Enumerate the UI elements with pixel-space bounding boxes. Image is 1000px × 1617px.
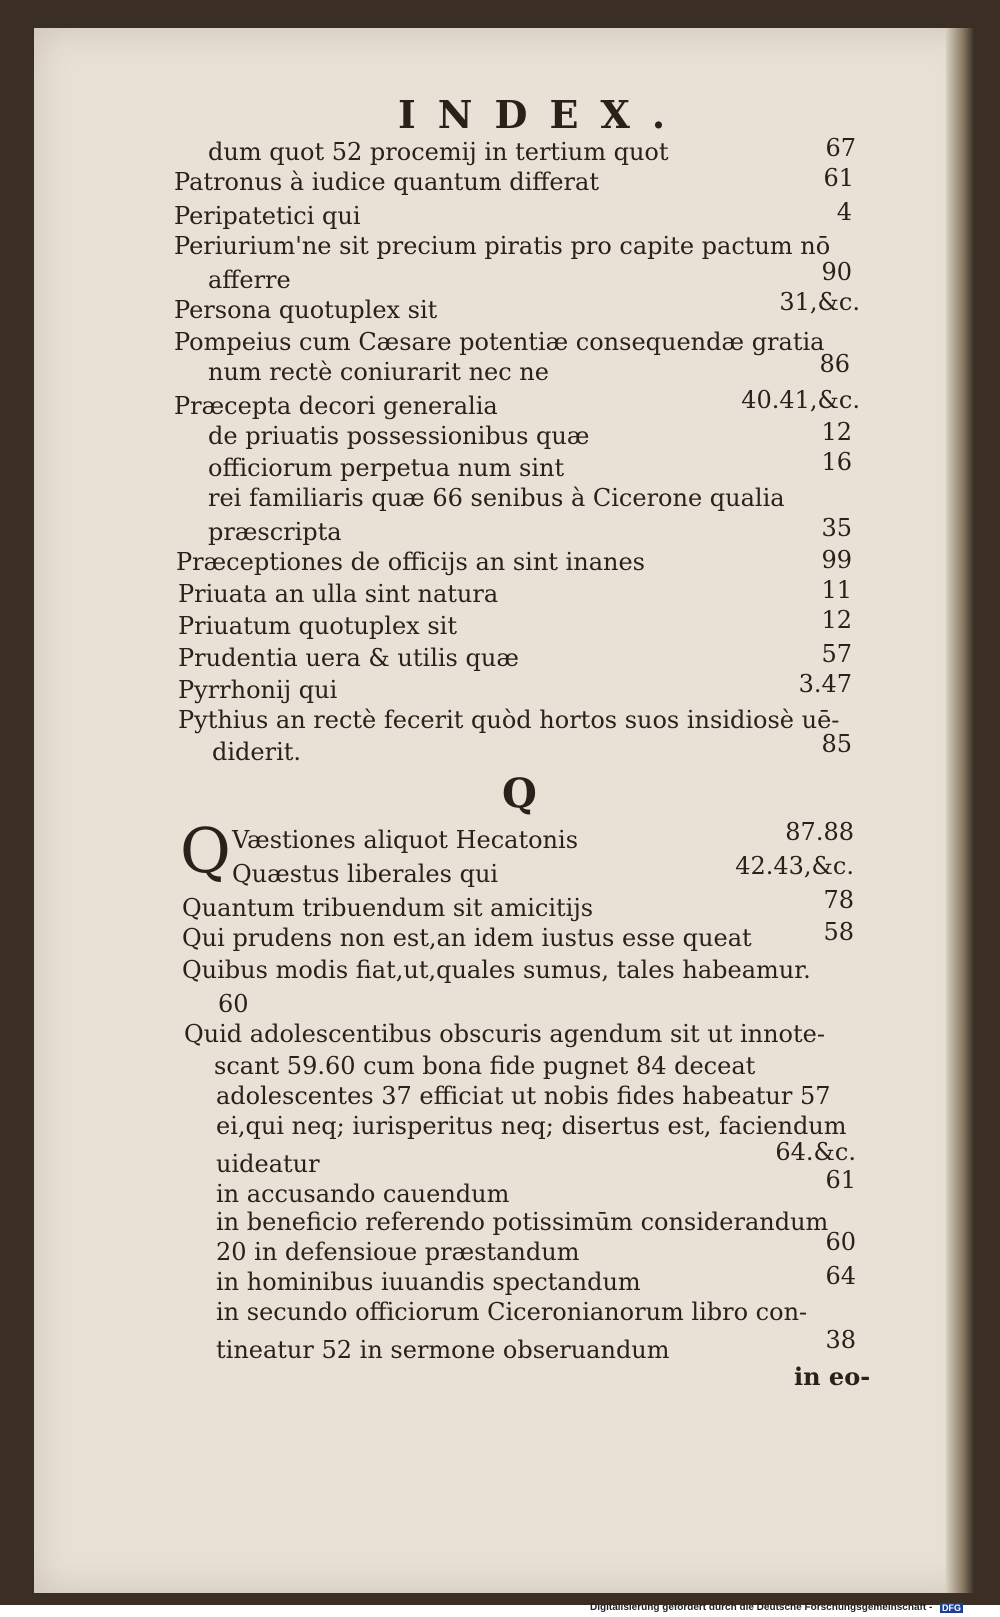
index-entry: Præcepta decori generalia (174, 392, 498, 420)
index-entry: Priuatum quotuplex sit (178, 612, 457, 640)
index-entry: Peripatetici qui (174, 202, 361, 230)
page-ref: 64.&c. (775, 1138, 856, 1166)
index-entry: in secundo officiorum Ciceronianorum libro con- (216, 1298, 808, 1326)
page-ref: 12 (821, 418, 852, 446)
page-ref: 3.47 (798, 670, 852, 698)
drop-capital: Q (180, 814, 231, 887)
index-entry: officiorum perpetua num sint (208, 454, 565, 482)
index-entry: Prudentia uera & utilis quæ (178, 644, 519, 672)
page-ref: 40.41,&c. (741, 386, 860, 414)
index-entry: uideatur (216, 1150, 320, 1178)
page-ref: 42.43,&c. (735, 852, 854, 880)
index-entry: Pythius an rectè fecerit quòd hortos suos insidiosè uē- (178, 706, 840, 734)
digitization-credit: Digitalisierung gefördert durch die Deutsche Forschungsgemeinschaft - (590, 1602, 933, 1613)
dfg-logo: DFG (942, 1603, 961, 1613)
page-ref: 11 (821, 576, 852, 604)
page-edge (946, 28, 974, 1593)
index-entry: Præceptiones de officijs an sint inanes (176, 548, 645, 576)
index-entry: Væstiones aliquot Hecatonis (232, 826, 579, 854)
index-entry: Periurium'ne sit precium piratis pro capite pactum nō (174, 232, 831, 260)
index-entry: num rectè coniurarit nec ne (208, 358, 549, 386)
page-title: INDEX. (398, 92, 688, 137)
index-entry: de priuatis possessionibus quæ (208, 422, 590, 450)
page-ref: 64 (825, 1262, 856, 1290)
index-entry: in accusando cauendum (216, 1180, 510, 1208)
page-ref: 90 (821, 258, 852, 286)
page-ref: 57 (821, 640, 852, 668)
index-entry: tineatur 52 in sermone obseruandum (216, 1336, 670, 1364)
index-entry: ei,qui neq; iurisperitus neq; disertus est, faciendum (216, 1112, 847, 1140)
page-ref: 87.88 (785, 818, 854, 846)
page-ref: 58 (823, 918, 854, 946)
index-entry: Persona quotuplex sit (174, 296, 438, 324)
index-entry: Quæstus liberales qui (232, 860, 499, 888)
page-ref: 35 (821, 514, 852, 542)
page-ref: 67 (825, 134, 856, 162)
page-ref: 86 (819, 350, 850, 378)
page-ref: 99 (821, 546, 852, 574)
index-entry: adolescentes 37 efficiat ut nobis fides habeatur 57 (216, 1082, 831, 1110)
index-entry: 20 in defensioue præstandum (216, 1238, 580, 1266)
index-entry: Priuata an ulla sint natura (178, 580, 499, 608)
page-ref: 78 (823, 886, 854, 914)
page-ref: 60 (825, 1228, 856, 1256)
index-entry: Pyrrhonij qui (178, 676, 338, 704)
catchword: in eo- (794, 1362, 871, 1391)
page-ref: 85 (821, 730, 852, 758)
index-entry: 60 (218, 990, 249, 1018)
page-ref: 61 (825, 1166, 856, 1194)
page-ref: 38 (825, 1326, 856, 1354)
index-entry: in beneficio referendo potissimūm considerandum (216, 1208, 829, 1236)
index-entry: Pompeius cum Cæsare potentiæ consequendæ gratia (174, 328, 825, 356)
index-entry: rei familiaris quæ 66 senibus à Cicerone qualia (208, 484, 785, 512)
section-letter: Q (502, 770, 537, 817)
index-entry: in hominibus iuuandis spectandum (216, 1268, 641, 1296)
index-entry: diderit. (212, 738, 302, 766)
index-entry: præscripta (208, 518, 342, 546)
index-entry: Quantum tribuendum sit amicitijs (182, 894, 594, 922)
index-entry: scant 59.60 cum bona fide pugnet 84 deceat (214, 1052, 756, 1080)
page-ref: 4 (836, 198, 852, 226)
index-entry: Patronus à iudice quantum differat (174, 168, 599, 196)
page-ref: 16 (821, 448, 852, 476)
index-entry: Quid adolescentibus obscuris agendum sit ut innote- (184, 1020, 825, 1048)
page-ref: 61 (823, 164, 854, 192)
index-entry: dum quot 52 procemij in tertium quot (208, 138, 669, 166)
index-entry: Qui prudens non est,an idem iustus esse queat (182, 924, 752, 952)
index-entry: Quibus modis fiat,ut,quales sumus, tales habeamur. (182, 956, 811, 984)
page-ref: 31,&c. (779, 288, 860, 316)
index-entry: afferre (208, 266, 291, 294)
page-ref: 12 (821, 606, 852, 634)
